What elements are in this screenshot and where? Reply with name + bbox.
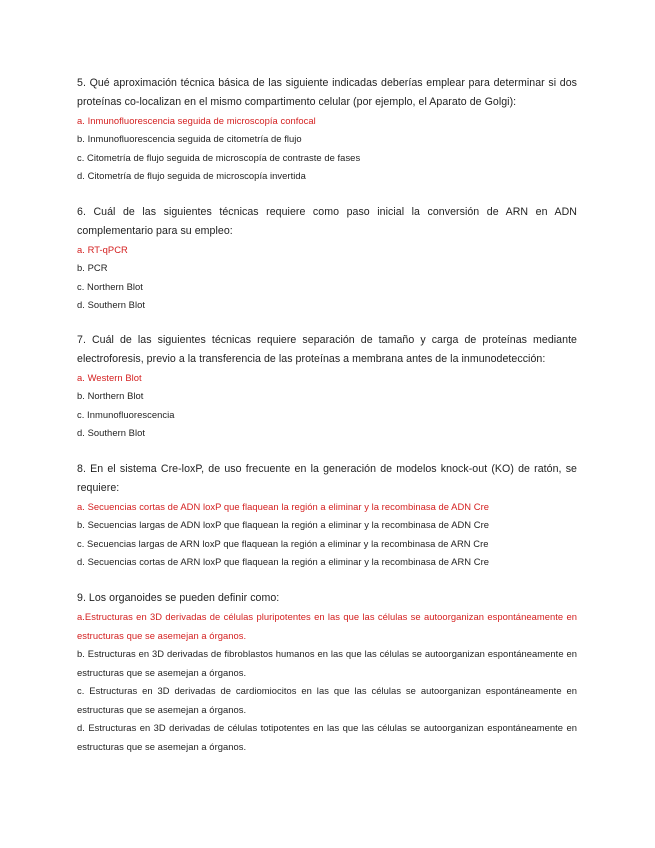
question-5-option-c: c. Citometría de flujo seguida de microscopía de contraste de fases xyxy=(77,151,361,163)
question-5-option-d: d. Citometría de flujo seguida de microscopía invertida xyxy=(77,170,306,181)
question-6-option-d: d. Southern Blot xyxy=(77,299,146,310)
question-7-option-c: c. Inmunofluorescencia xyxy=(77,408,175,420)
question-8 xyxy=(77,460,577,572)
question-9-stem: 9. Los organoides se pueden definir como: xyxy=(77,592,280,604)
question-9 xyxy=(77,589,577,756)
question-8-option-b: b. Secuencias largas de ADN loxP que flaquean la región a eliminar y la recombinasa de ADN Cre xyxy=(77,519,490,530)
question-5-option-b: b. Inmunofluorescencia seguida de citometría de flujo xyxy=(77,133,302,144)
question-5-option-a: a. Inmunofluorescencia seguida de microscopía confocal xyxy=(77,114,316,126)
question-6-option-a: a. RT-qPCR xyxy=(77,243,128,255)
question-6 xyxy=(77,203,577,315)
question-7-option-a: a. Western Blot xyxy=(77,371,142,383)
question-9-option-c: c. Estructuras en 3D derivadas de cardiomiocitos en las que las células se autoorganizan espontáneamente en estructuras que se asemejan a órganos. xyxy=(77,685,577,715)
question-9-option-a: a.Estructuras en 3D derivadas de células pluripotentes en las que las células se autoorganizan espontáneamente en estructuras que se asemejan a órganos. xyxy=(77,611,577,641)
question-8-option-c: c. Secuencias largas de ARN loxP que flaquean la región a eliminar y la recombinasa de ARN Cre xyxy=(77,537,489,549)
question-7 xyxy=(77,331,577,443)
question-7-option-d: d. Southern Blot xyxy=(77,427,146,438)
question-6-option-c: c. Northern Blot xyxy=(77,280,143,292)
question-7-stem: 7. Cuál de las siguientes técnicas requiere separación de tamaño y carga de proteínas mediante electroforesis, previo a la transferencia de las proteínas a membrana antes de la inmunodetección: xyxy=(77,334,577,365)
question-8-option-d: d. Secuencias cortas de ARN loxP que flaquean la región a eliminar y la recombinasa de ARN Cre xyxy=(77,556,490,567)
question-7-option-b: b. Northern Blot xyxy=(77,390,144,401)
question-6-stem: 6. Cuál de las siguientes técnicas requiere como paso inicial la conversión de ARN en ADN complementario para su empleo: xyxy=(77,206,577,237)
question-6-option-b: b. PCR xyxy=(77,262,108,273)
question-8-option-a: a. Secuencias cortas de ADN loxP que flaquean la región a eliminar y la recombinasa de ADN Cre xyxy=(77,500,490,512)
question-9-option-b: b. Estructuras en 3D derivadas de fibroblastos humanos en las que las células se autoorganizan espontáneamente en estructuras que se asemejan a órganos. xyxy=(77,648,577,678)
question-8-stem: 8. En el sistema Cre-loxP, de uso frecuente en la generación de modelos knock-out (KO) de ratón, se requiere: xyxy=(77,463,577,494)
question-9-option-d: d. Estructuras en 3D derivadas de células totipotentes en las que las células se autoorganizan espontáneamente en estructuras que se asemejan a órganos. xyxy=(77,722,577,752)
question-5-stem: 5. Qué aproximación técnica básica de las siguiente indicadas deberías emplear para determinar si dos proteínas co-localizan en el mismo compartimento celular (por ejemplo, el Aparato de Golgi): xyxy=(77,77,577,108)
question-5 xyxy=(77,74,577,186)
